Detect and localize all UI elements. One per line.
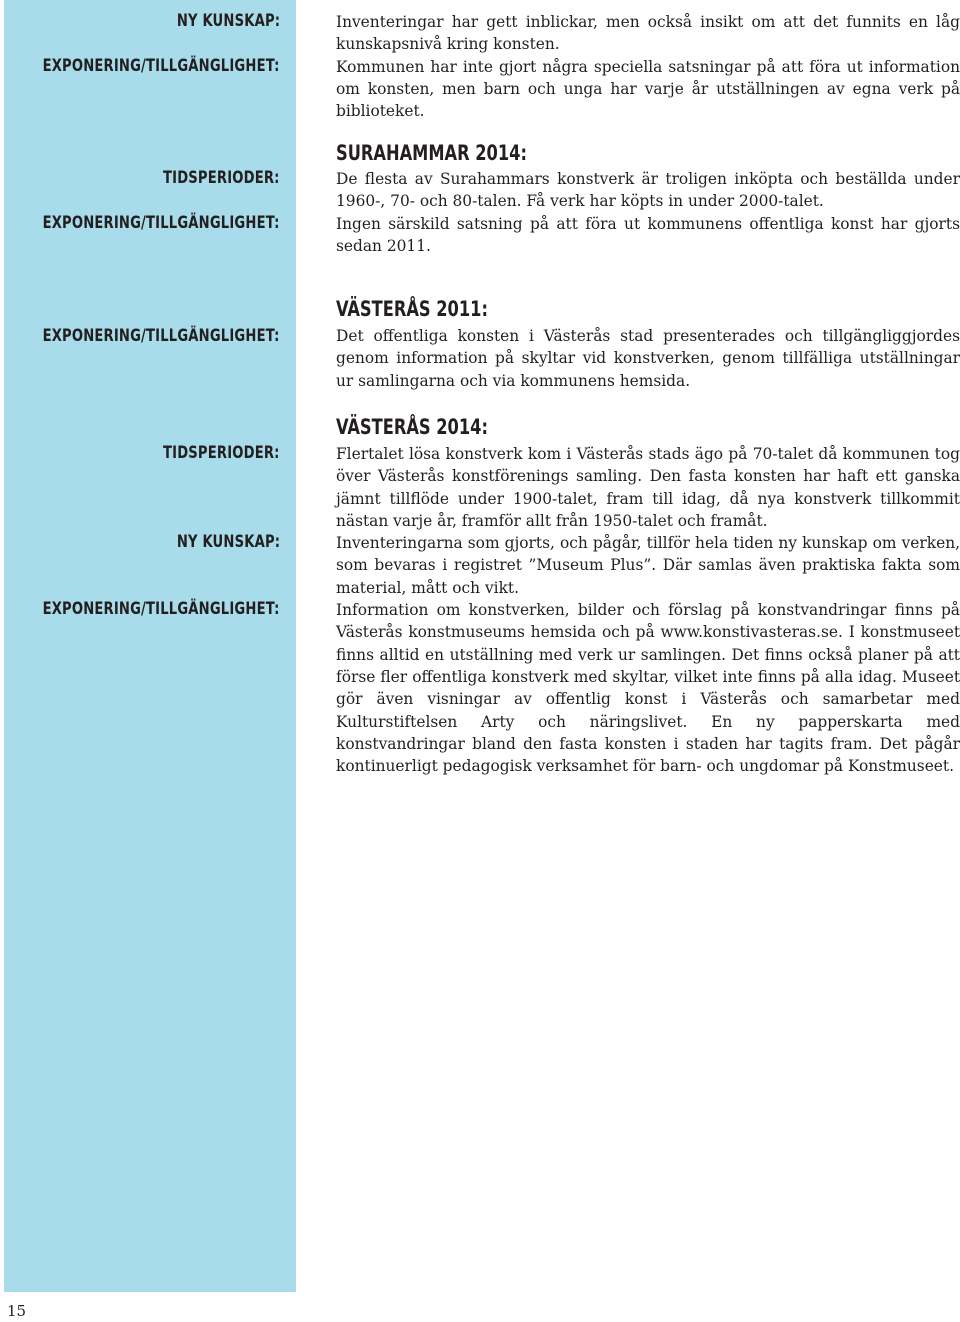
paragraph: Information om konstverken, bilder och förslag på konstvandringar finns på Västerås konstmuseums hemsida och på www.konstivasteras.se. I konstmuseet finns alltid en utställning med verk ur samlingen. Det finns också planer på att förse fler offentliga konstverk med skyltar, vilket inte finns på alla idag. Museet gör även visningar av offentlig konst i Västerås och samarbetar med Kulturstiftelsen Arty och näringslivet. En ny papperskarta med konstvandringar bland den fasta konsten i staden har tagits fram. Det pågår kontinuerligt pedagogisk verksamhet för barn- och ungdomar på Konstmuseet. xyxy=(336,601,960,776)
label-exponering: EXPONERING/TILLGÄNGLIGHET: xyxy=(43,599,280,619)
label-exponering: EXPONERING/TILLGÄNGLIGHET: xyxy=(43,213,280,233)
label-tidsperioder: TIDSPERIODER: xyxy=(163,443,280,463)
surahammar-text xyxy=(336,168,960,257)
label-tidsperioder: TIDSPERIODER: xyxy=(163,168,280,188)
label-exponering: EXPONERING/TILLGÄNGLIGHET: xyxy=(43,56,280,76)
paragraph: Det offentliga konsten i Västerås stad presenterades och tillgängliggjordes genom information på skyltar vid konstverken, genom tillfälliga utställningar ur samlingarna och via kommunens hemsida. xyxy=(336,327,960,390)
vasteras2011-text xyxy=(336,325,960,392)
paragraph: Kommunen har inte gjort några speciella satsningar på att föra ut information om konsten, men barn och unga har varje år utställningen av egna verk på biblioteket. xyxy=(336,57,960,121)
label-exponering: EXPONERING/TILLGÄNGLIGHET: xyxy=(43,326,280,346)
paragraph: Flertalet lösa konstverk kom i Västerås stads ägo på 70-talet då kommunen tog över Västerås konstförenings samling. Den fasta konsten har haft ett ganska jämnt tillflöde under 1900-talet, fram till idag, då nya konstverk tillkommit nästan varje år, framför allt från 1950-talet och framåt. xyxy=(336,445,960,530)
label-ny-kunskap: NY KUNSKAP: xyxy=(176,532,280,552)
paragraph: Ingen särskild satsning på att föra ut kommunens offentliga konst har gjorts sedan 2011. xyxy=(336,214,960,255)
sidebar-panel xyxy=(4,0,296,1292)
label-ny-kunskap: NY KUNSKAP: xyxy=(176,11,280,31)
paragraph: Inventeringar har gett inblickar, men också insikt om att det funnits en låg kunskapsnivå kring konsten. xyxy=(336,13,960,54)
section-heading: SURAHAMMAR 2014: xyxy=(336,141,527,165)
intro-text xyxy=(336,11,960,122)
page-number: 15 xyxy=(7,1302,27,1320)
paragraph: De flesta av Surahammars konstverk är troligen inköpta och beställda under 1960-, 70- och 80-talen. Få verk har köpts in under 2000-talet. xyxy=(336,170,960,211)
vasteras2014-text xyxy=(336,443,960,777)
paragraph: Inventeringarna som gjorts, och pågår, tillför hela tiden ny kunskap om verken, som bevaras i registret ”Museum Plus”. Där samlas även praktiska fakta som material, mått och vikt. xyxy=(336,534,960,597)
section-heading: VÄSTERÅS 2014: xyxy=(336,415,488,439)
section-heading: VÄSTERÅS 2011: xyxy=(336,297,488,321)
